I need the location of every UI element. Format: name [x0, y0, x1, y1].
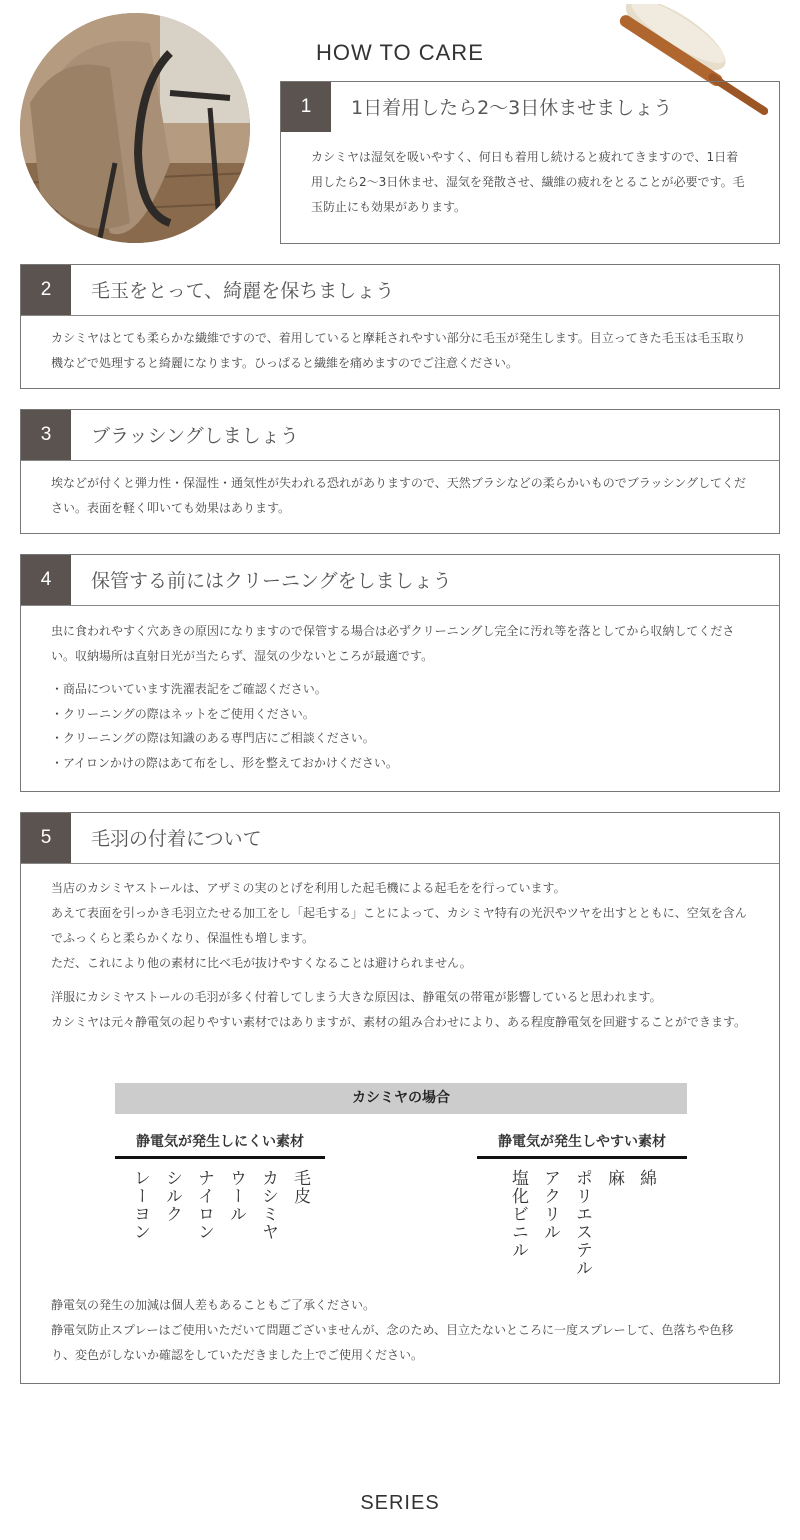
page-title: HOW TO CARE	[316, 40, 484, 65]
section-paragraph: あえて表面を引っかき毛羽立たせる加工をし「起毛する」ことによって、カシミヤ特有の光沢やツヤを出すとともに、空気を含んでふっくらと柔らかくなり、保温性も増します。	[51, 906, 747, 945]
care-section-4	[20, 554, 780, 792]
low-static-materials-title: 静電気が発生しにくい素材	[115, 1129, 325, 1159]
care-section-5	[20, 812, 780, 1384]
section-paragraph: ただ、これにより他の素材に比べ毛が抜けやすくなることは避けられません。	[51, 956, 472, 970]
note-paragraph: 静電気防止スプレーはご使用いただいて問題ございませんが、念のため、目立たないところに一度スプレーして、色落ちや色移り、変色がしないか確認をしていただきました上でご使用ください。	[51, 1323, 734, 1362]
material-item: 麻	[604, 1169, 624, 1187]
material-item: レーヨン	[130, 1169, 150, 1241]
material-item: ナイロン	[194, 1169, 214, 1241]
material-item: シルク	[162, 1169, 182, 1223]
section-body	[51, 326, 753, 376]
high-static-materials-title: 静電気が発生しやすい素材	[477, 1129, 687, 1159]
care-section-2	[20, 264, 780, 389]
section-heading: 毛羽の付着について	[91, 828, 262, 850]
list-item: ・商品についています洗濯表記をご確認ください。	[51, 682, 327, 696]
material-item: 毛皮	[290, 1169, 310, 1205]
section-paragraph: 埃などが付くと弾力性・保湿性・通気性が失われる恐れがありますので、天然ブラシなどの柔らかいものでブラッシングしてください。表面を軽く叩いても効果はあります。	[51, 476, 746, 515]
section-number: 2	[21, 265, 71, 315]
material-item: アクリル	[540, 1169, 560, 1241]
section-notes	[51, 1293, 753, 1368]
series-title: SERIES	[360, 1492, 440, 1514]
comparison-header: カシミヤの場合	[115, 1083, 687, 1114]
material-item: 綿	[636, 1169, 656, 1187]
section-body	[51, 876, 753, 1035]
material-item: 塩化ビニル	[508, 1169, 528, 1259]
section-number: 1	[281, 82, 331, 132]
high-static-materials-list	[507, 1169, 657, 1277]
section-body	[51, 619, 753, 775]
section-body	[51, 471, 753, 521]
note-paragraph: 静電気の発生の加減は個人差もあることもご了承ください。	[51, 1298, 376, 1312]
material-item: ポリエステル	[572, 1169, 592, 1277]
section-paragraph: 当店のカシミヤストールは、アザミの実のとげを利用した起毛機による起毛をを行っています。	[51, 881, 566, 895]
section-heading: 1日着用したら2〜3日休ませましょう	[351, 97, 673, 119]
section-number: 5	[21, 813, 71, 863]
section-heading: 保管する前にはクリーニングをしましょう	[91, 570, 452, 592]
section-paragraph: 洋服にカシミヤストールの毛羽が多く付着してしまう大きな原因は、静電気の帯電が影響していると思われます。	[51, 990, 662, 1004]
care-section-3	[20, 409, 780, 534]
section-number: 4	[21, 555, 71, 605]
material-item: ウール	[226, 1169, 246, 1223]
section-heading: 毛玉をとって、綺麗を保ちましょう	[91, 280, 395, 302]
list-item: ・クリーニングの際は知識のある専門店にご相談ください。	[51, 731, 375, 745]
care-bullet-list	[51, 677, 753, 775]
material-item: カシミヤ	[258, 1169, 278, 1241]
stole-on-chair-photo	[20, 13, 250, 243]
stole-illustration	[20, 13, 250, 243]
section-divider	[21, 605, 779, 606]
list-item: ・クリーニングの際はネットをご使用ください。	[51, 706, 315, 721]
section-paragraph: カシミヤは湿気を吸いやすく、何日も着用し続けると疲れてきますので、1日着用したら2〜3日休ませ、湿気を発散させ、繊維の疲れをとることが必要です。毛玉防止にも効果があります。	[311, 150, 745, 214]
section-body	[311, 145, 749, 220]
section-divider	[21, 315, 779, 316]
section-divider	[21, 863, 779, 864]
section-number: 3	[21, 410, 71, 460]
section-heading: ブラッシングしましょう	[91, 425, 299, 447]
section-paragraph: 虫に食われやすく穴あきの原因になりますので保管する場合は必ずクリーニングし完全に汚れ等を落としてから収納してください。収納場所は直射日光が当たらず、湿気の少ないところが最適です。	[51, 624, 735, 663]
section-paragraph: カシミヤはとても柔らかな繊維ですので、着用していると摩耗されやすい部分に毛玉が発生します。目立ってきた毛玉は毛玉取り機などで処理すると綺麗になります。ひっぱると繊維を痛めますのでご注意ください。	[51, 331, 746, 370]
section-divider	[21, 460, 779, 461]
section-paragraph: カシミヤは元々静電気の起りやすい素材ではありますが、素材の組み合わせにより、ある程度静電気を回避することができます。	[51, 1015, 747, 1029]
list-item: ・アイロンかけの際はあて布をし、形を整えておかけください。	[51, 755, 398, 770]
low-static-materials-list	[129, 1169, 311, 1241]
care-section-1	[280, 81, 780, 244]
